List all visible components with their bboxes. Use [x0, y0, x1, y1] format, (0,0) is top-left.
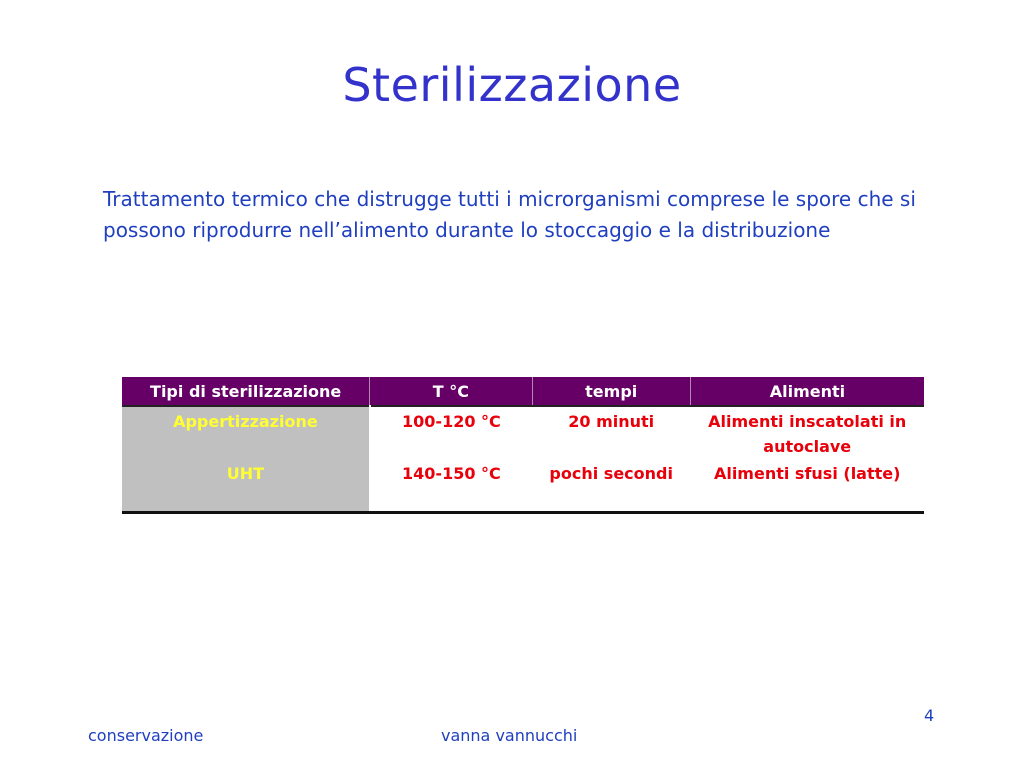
footer-author: vanna vannucchi — [441, 726, 578, 745]
header-foods: Alimenti — [690, 377, 924, 406]
cell-time: pochi secondi — [549, 464, 673, 483]
slide-title: Sterilizzazione — [342, 58, 682, 112]
header-sterilization-type: Tipi di sterilizzazione — [122, 377, 370, 406]
cell-temperature: 100-120 °C — [402, 412, 501, 431]
header-temperature: T °C — [370, 377, 532, 406]
page-number: 4 — [924, 706, 935, 725]
cell-temperature: 140-150 °C — [402, 464, 501, 483]
table-row — [122, 459, 924, 513]
definition-text: Trattamento termico che distrugge tutti i microrganismi comprese le spore che si possono riprodurre nell’alimento durante lo stoccaggio e la distribuzione — [103, 187, 916, 242]
cell-type: Appertizzazione — [122, 406, 370, 459]
header-times: tempi — [532, 377, 690, 406]
sterilization-table — [122, 377, 924, 514]
cell-foods: Alimenti inscatolati in autoclave — [708, 412, 907, 456]
table-header-row — [122, 377, 924, 406]
table-row — [122, 406, 924, 459]
footer-topic: conservazione — [88, 726, 204, 745]
cell-foods: Alimenti sfusi (latte) — [713, 464, 901, 483]
cell-type: UHT — [122, 459, 370, 513]
cell-time: 20 minuti — [568, 412, 655, 431]
